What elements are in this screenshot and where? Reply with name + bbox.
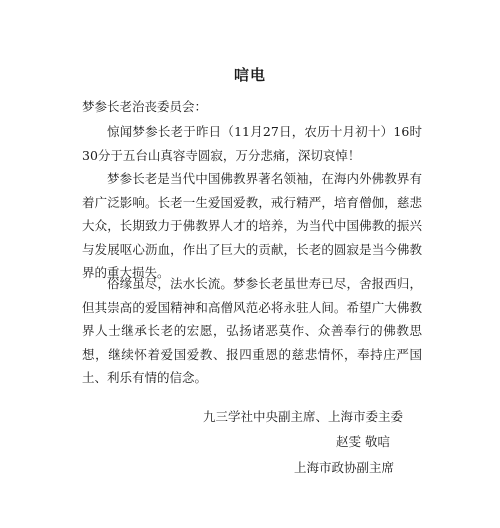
signature-title-jiusan: 九三学社中央副主席、上海市委主委: [203, 409, 404, 424]
paragraph-condolence: 惊闻梦参长老于昨日（11月27日，农历十月初十）16时30分于五台山真容寺圆寂，万分悲痛，深切哀悼！: [82, 124, 422, 163]
letter-title: 唁电: [233, 66, 266, 84]
paragraph-legacy: 俗缘虽尽，法水长流。梦参长老虽世寿已尽，舍报西归，但其崇高的爱国精神和高僧风范必将永驻人间。希望广大佛教界人士继承长老的宏愿，弘扬诸恶莫作、众善奉行的佛教思想，继续怀着爱国爱教、报四重恩的慈悲情怀，奉持庄严国土、利乐有情的信念。: [82, 276, 422, 385]
signature-title-cppcc: 上海市政协副主席: [294, 460, 395, 475]
signature-name: 赵雯 敬唁: [336, 434, 390, 449]
salutation: 梦参长老治丧委员会：: [82, 99, 208, 114]
paragraph-tribute: 梦参长老是当代中国佛教界著名领袖，在海内外佛教界有着广泛影响。长老一生爱国爱教，戒行精严，培育僧伽，慈悲大众，长期致力于佛教界人才的培养，为当代中国佛教的振兴与发展呕心沥血，作出了巨大的贡献，长老的圆寂是当今佛教界的重大损失。: [82, 171, 422, 280]
